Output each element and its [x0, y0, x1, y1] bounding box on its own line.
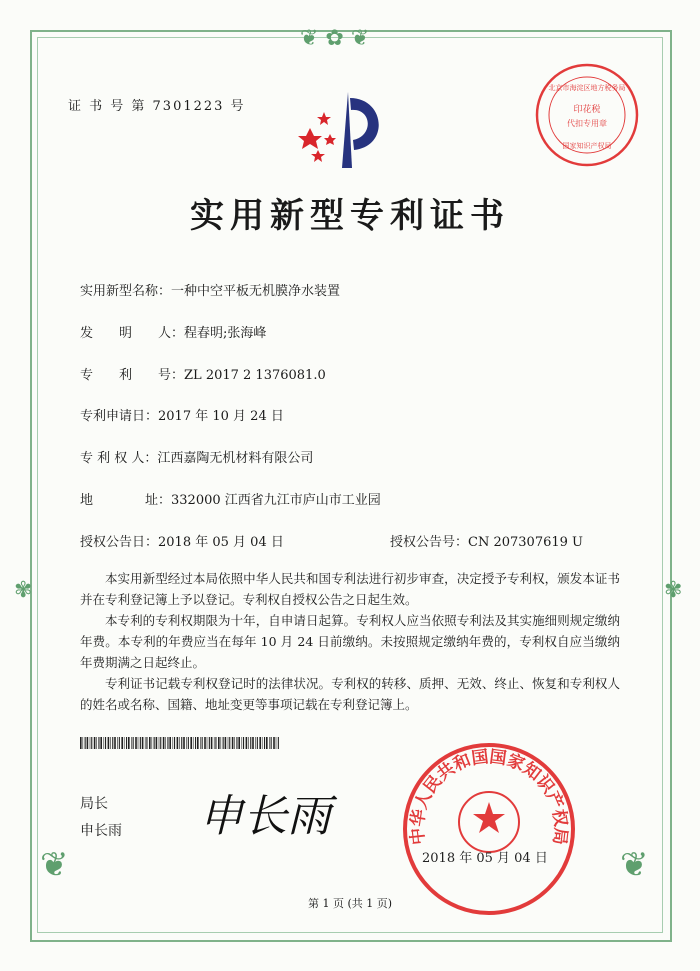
- certificate-number: 证 书 号 第 7301223 号: [68, 99, 246, 114]
- field-patentee: [80, 447, 313, 466]
- barcode-bar: [131, 737, 132, 749]
- stamp-small-line4: 国家知识产权局: [562, 142, 612, 150]
- barcode-bar: [202, 737, 203, 749]
- barcode-bar: [204, 737, 206, 749]
- barcode-bar: [154, 737, 155, 749]
- barcode-bar: [259, 737, 261, 749]
- barcode-bar: [215, 737, 216, 749]
- certificate-title: 实用新型专利证书: [190, 196, 510, 236]
- field-value: 2017 年 10 月 24 日: [158, 409, 284, 424]
- barcode-bar: [190, 737, 192, 749]
- director-name: 申长雨: [80, 823, 122, 839]
- barcode-bar: [133, 737, 134, 749]
- barcode-bar: [183, 737, 185, 749]
- barcode-bar: [124, 737, 125, 749]
- barcode-bar: [276, 737, 277, 749]
- field-value: 程春明;张海峰: [184, 326, 267, 341]
- svg-text:申长雨: 申长雨: [199, 791, 331, 842]
- barcode-bar: [112, 737, 113, 749]
- field-patent-number: [80, 364, 326, 383]
- barcode-bar: [266, 737, 268, 749]
- barcode-bar: [87, 737, 89, 749]
- barcode-bar: [160, 737, 161, 749]
- left-ornament: ✾: [14, 578, 33, 603]
- barcode-bar: [209, 737, 210, 749]
- field-label: 实用新型名称：: [80, 284, 172, 299]
- barcode-bar: [94, 737, 96, 749]
- barcode-bar: [257, 737, 258, 749]
- barcode-bar: [174, 737, 175, 749]
- barcode-bar: [271, 737, 272, 749]
- barcode-bar: [200, 737, 201, 749]
- barcode-bar: [250, 737, 251, 749]
- paragraph-3: 专利证书记载专利权登记时的法律状况。专利权的转移、质押、无效、终止、恢复和专利权人的姓名或名称、国籍、地址变更等事项记载在专利登记簿上。: [80, 676, 620, 712]
- barcode-bar: [193, 737, 194, 749]
- barcode-bar: [273, 737, 275, 749]
- barcode-bar: [269, 737, 270, 749]
- field-label: 授权公告号：: [390, 535, 469, 550]
- barcode-bar: [252, 737, 254, 749]
- barcode-bar: [145, 737, 146, 749]
- field-grant-number: [390, 531, 583, 550]
- barcode-bar: [177, 737, 179, 749]
- barcode-bar: [167, 737, 168, 749]
- field-utility-name: [80, 280, 340, 299]
- paragraph-1: 本实用新型经过本局依照中华人民共和国专利法进行初步审查，决定授予专利权，颁发本证书并在专利登记簿上予以登记。专利权自授权公告之日起生效。: [80, 571, 620, 607]
- right-ornament: ✾: [664, 578, 683, 603]
- field-inventors: [80, 322, 266, 341]
- barcode-bar: [188, 737, 189, 749]
- barcode-bar: [96, 737, 97, 749]
- barcode-bar: [135, 737, 137, 749]
- barcode-bar: [197, 737, 199, 749]
- barcode-bar: [152, 737, 153, 749]
- barcode: [80, 737, 280, 749]
- stamp-small-line2: 印花税: [573, 105, 601, 115]
- seal-text: 中华人民共和国国家知识产权局: [407, 747, 571, 846]
- field-label: 地 址：: [80, 493, 172, 508]
- barcode-bar: [126, 737, 127, 749]
- barcode-bar: [173, 737, 174, 749]
- barcode-bar: [228, 737, 229, 749]
- barcode-bar: [246, 737, 248, 749]
- barcode-bar: [146, 737, 147, 749]
- field-value: 一种中空平板无机膜净水装置: [171, 284, 341, 299]
- barcode-bar: [90, 737, 91, 749]
- barcode-bar: [229, 737, 230, 749]
- barcode-bar: [169, 737, 171, 749]
- barcode-bar: [195, 737, 196, 749]
- barcode-bar: [104, 737, 105, 749]
- field-label: 发 明 人：: [80, 326, 185, 341]
- barcode-bar: [156, 737, 158, 749]
- barcode-bar: [121, 737, 123, 749]
- field-value: 2018 年 05 月 04 日: [158, 535, 284, 550]
- stamp-small-line1: 北京市海淀区地方税务局: [548, 84, 626, 92]
- barcode-bar: [108, 737, 110, 749]
- barcode-bar: [142, 737, 144, 749]
- barcode-bar: [138, 737, 139, 749]
- director-title: 局长: [80, 796, 108, 812]
- field-grant-date: [80, 531, 284, 550]
- barcode-bar: [91, 737, 92, 749]
- barcode-bar: [221, 737, 222, 749]
- barcode-bar: [165, 737, 166, 749]
- field-label: 专 利 权 人：: [80, 451, 158, 466]
- field-value: 江西嘉陶无机材料有限公司: [157, 451, 314, 466]
- barcode-bar: [110, 737, 111, 749]
- bottom-right-ornament: ❦: [620, 845, 649, 885]
- barcode-bar: [83, 737, 84, 749]
- barcode-bar: [225, 737, 227, 749]
- barcode-bar: [179, 737, 180, 749]
- field-value: 332000 江西省九江市庐山市工业园: [171, 493, 381, 508]
- barcode-bar: [242, 737, 243, 749]
- barcode-bar: [159, 737, 160, 749]
- barcode-bar: [85, 737, 86, 749]
- barcode-bar: [262, 737, 263, 749]
- barcode-bar: [114, 737, 116, 749]
- barcode-bar: [207, 737, 208, 749]
- field-label: 授权公告日：: [80, 535, 159, 550]
- barcode-bar: [140, 737, 141, 749]
- barcode-bar: [128, 737, 130, 749]
- certificate-body: [80, 568, 620, 715]
- field-address: [80, 489, 381, 508]
- barcode-bar: [232, 737, 234, 749]
- barcode-bar: [278, 737, 279, 749]
- paragraph-2: 本专利的专利权期限为十年，自申请日起算。专利权人应当依照专利法及其实施细则规定缴纳年费。本专利的年费应当在每年 10 月 24 日前缴纳。未按照规定缴纳年费的，专利权自应当缴纳年费期满之日起终止。: [80, 613, 620, 670]
- field-value: CN 207307619 U: [468, 535, 583, 550]
- barcode-bar: [234, 737, 235, 749]
- barcode-bar: [80, 737, 82, 749]
- bottom-left-ornament: ❦: [40, 845, 69, 885]
- field-label: 专 利 号：: [80, 368, 185, 383]
- barcode-bar: [214, 737, 215, 749]
- barcode-bar: [119, 737, 120, 749]
- top-ornament: ❦ ✿ ❦: [300, 26, 370, 51]
- sipo-logo-icon: [290, 88, 400, 178]
- barcode-bar: [218, 737, 220, 749]
- barcode-bar: [117, 737, 118, 749]
- barcode-bar: [248, 737, 249, 749]
- barcode-bar: [264, 737, 265, 749]
- barcode-bar: [181, 737, 182, 749]
- barcode-bar: [243, 737, 244, 749]
- barcode-bar: [236, 737, 237, 749]
- barcode-bar: [223, 737, 224, 749]
- tax-stamp: [532, 60, 642, 170]
- stamp-small-line3: 代扣专用章: [567, 119, 607, 128]
- barcode-bar: [163, 737, 165, 749]
- barcode-bar: [100, 737, 102, 749]
- barcode-bar: [98, 737, 99, 749]
- barcode-bar: [105, 737, 106, 749]
- barcode-bar: [255, 737, 256, 749]
- sipo-official-seal: [400, 740, 578, 918]
- barcode-bar: [149, 737, 151, 749]
- field-value: ZL 2017 2 1376081.0: [184, 368, 326, 383]
- page-number: 第 1 页 (共 1 页): [307, 897, 393, 910]
- field-application-date: [80, 405, 284, 424]
- seal-date: 2018 年 05 月 04 日: [422, 851, 548, 866]
- director-signature: [195, 785, 365, 845]
- barcode-bar: [186, 737, 187, 749]
- barcode-bar: [238, 737, 240, 749]
- barcode-bar: [211, 737, 213, 749]
- field-label: 专利申请日：: [80, 409, 159, 424]
